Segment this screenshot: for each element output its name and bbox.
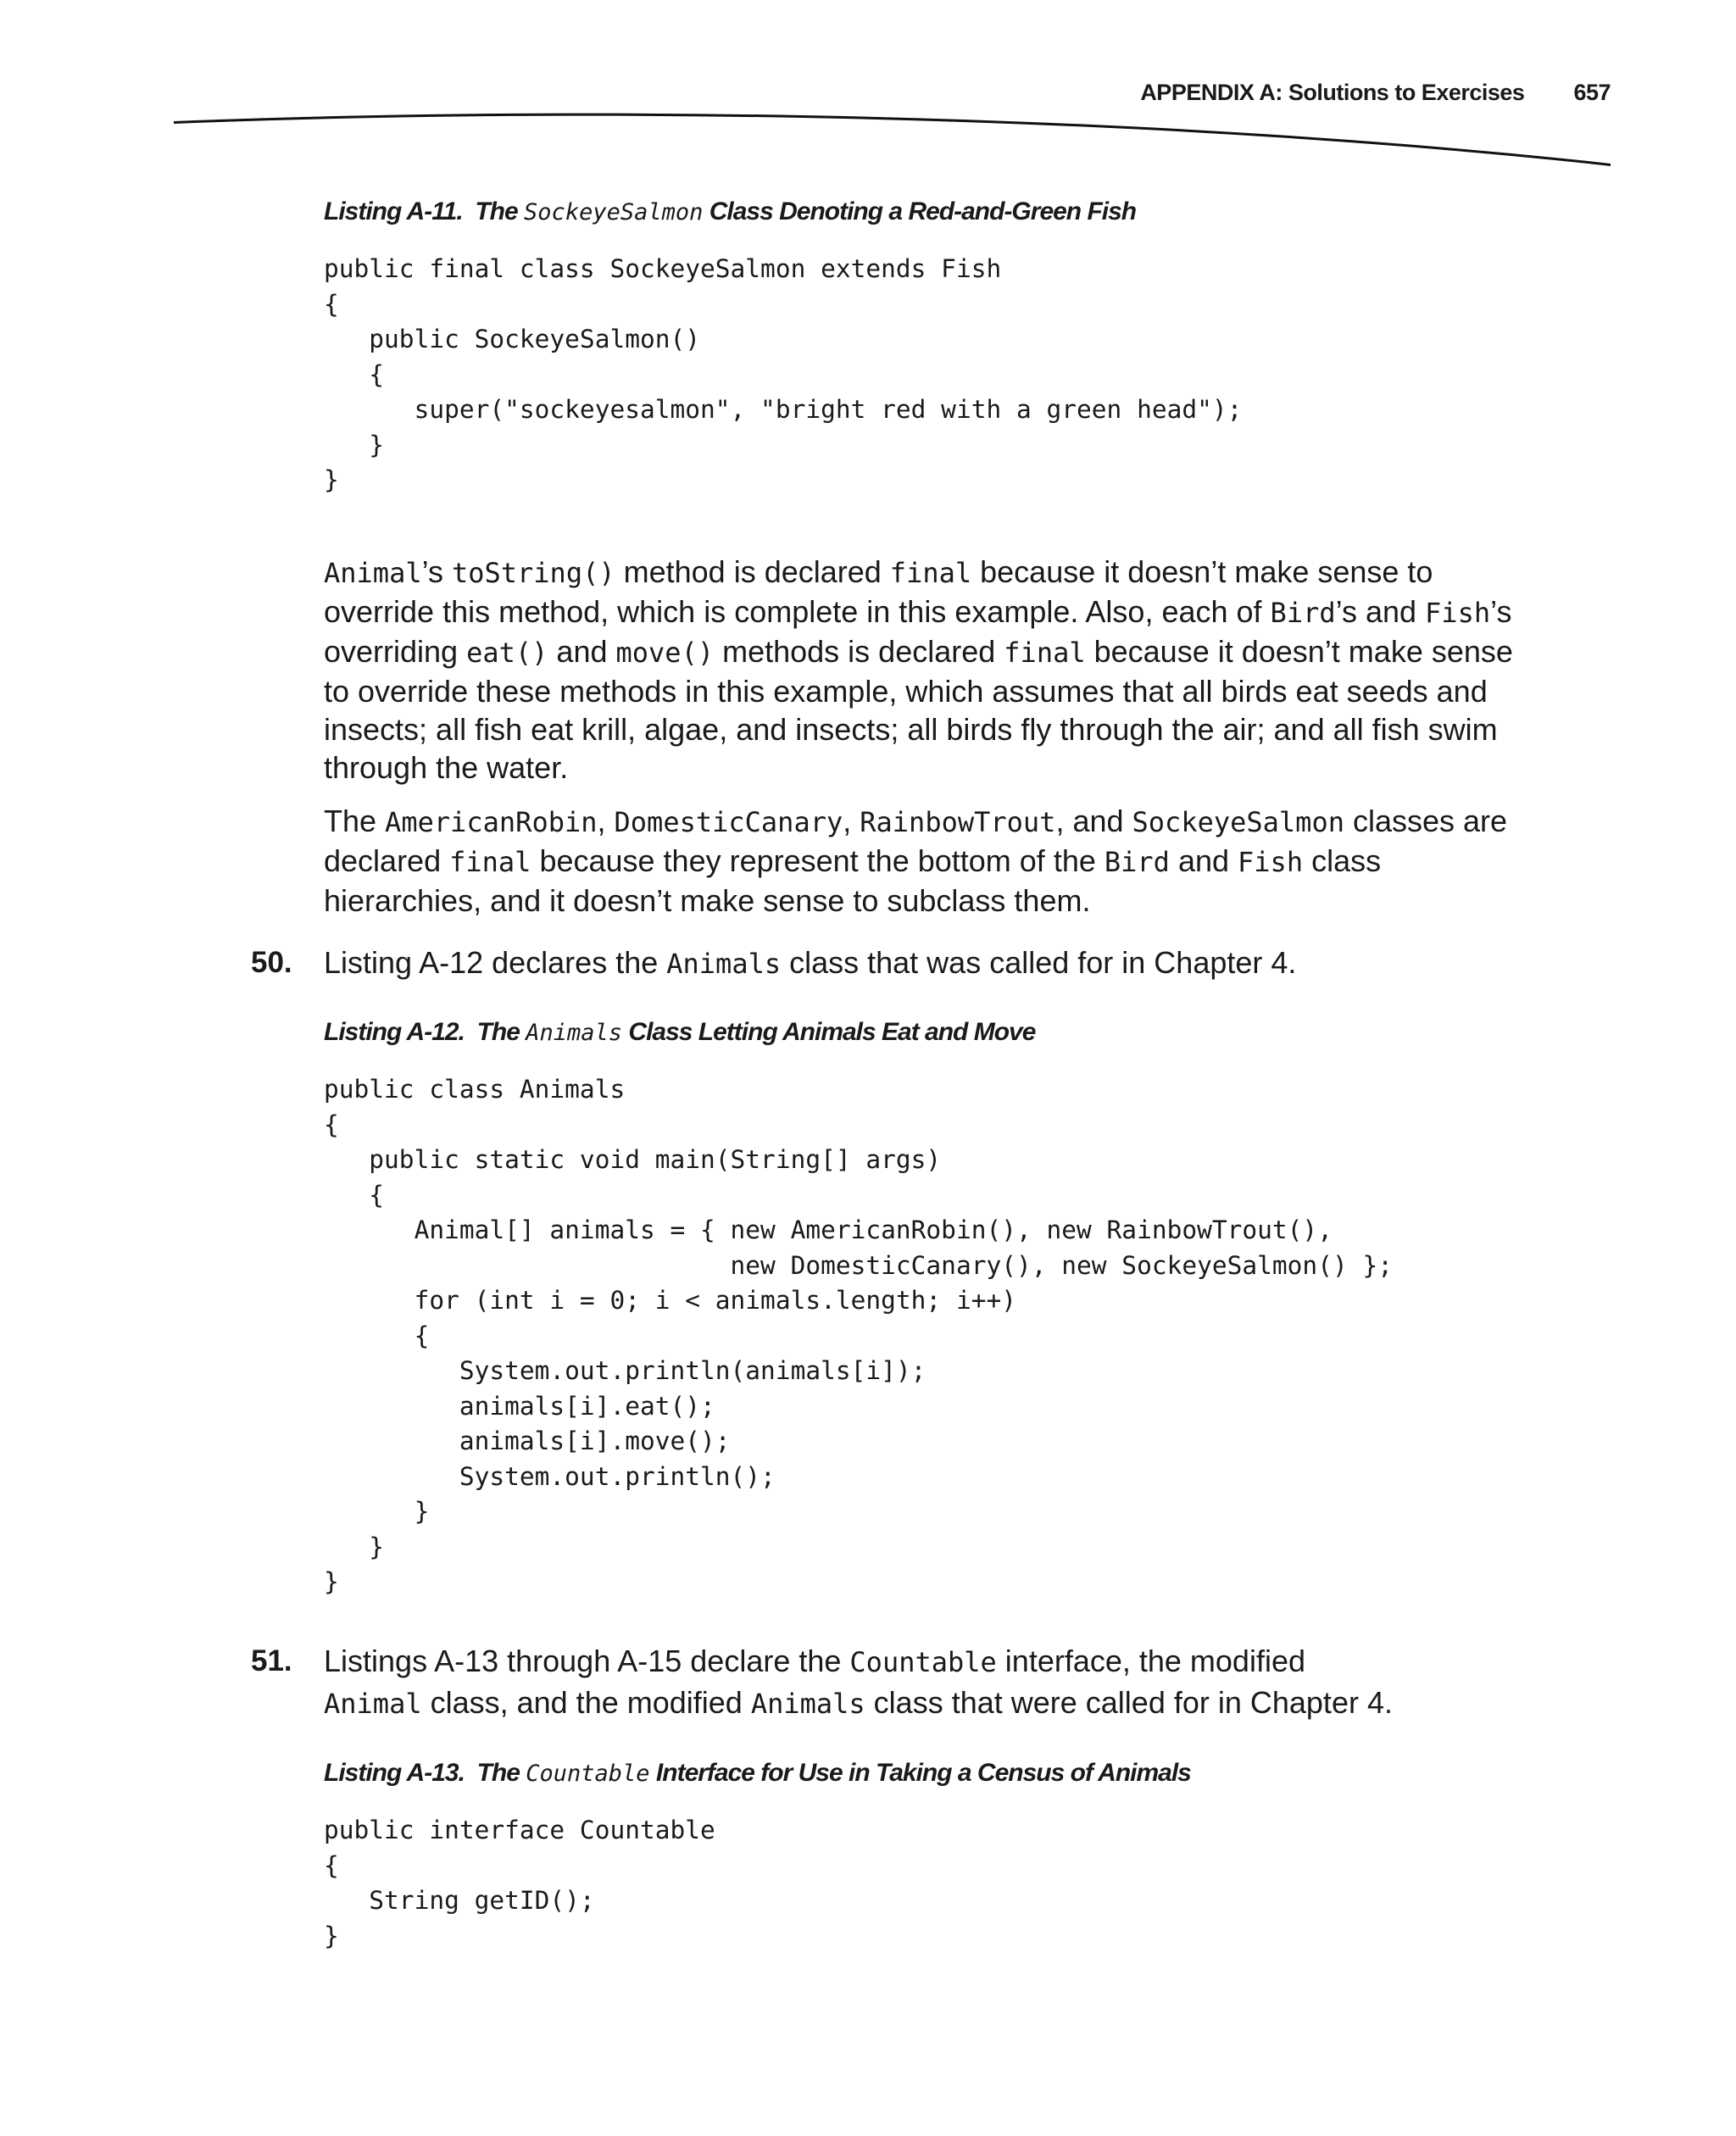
item-text: Listing A-12 declares the Animals class that was called for in Chapter 4.: [324, 945, 1297, 980]
paragraph-final-methods: Animal’s toString() method is declared final because it doesn’t make sense to override this method, which is complete in this example. Also, each of Bird’s and Fish’s overriding eat() and move() methods is declared final because it doesn’t make sense to override these methods in this example, which assumes that all birds eat seeds and insects; all fish eat krill, algae, and insects; all birds fly through the air; and all fish swim through the water.: [324, 554, 1513, 785]
item-number: 50.: [251, 946, 292, 979]
paragraph-final-classes: The AmericanRobin, DomesticCanary, RainbowTrout, and SockeyeSalmon classes are declared final because they represent the bottom of the Bird and Fish class hierarchies, and it doesn’t make sense to subclass them.: [324, 804, 1508, 918]
header-rule: [174, 110, 1615, 170]
code-block: public final class SockeyeSalmon extends Fish { public SockeyeSalmon() { super("sockeyesalmon", "bright red with a green head"); } }: [324, 254, 1243, 494]
item-number: 51.: [251, 1644, 292, 1677]
code-block: public interface Countable { String getID(); }: [324, 1816, 715, 1950]
listing-caption: Listing A-11. The SockeyeSalmon Class Denoting a Red-and-Green Fish: [324, 197, 1137, 225]
listing-a11: [324, 195, 1536, 498]
listing-a13: [324, 1756, 1536, 1954]
running-title: APPENDIX A: Solutions to Exercises: [1140, 80, 1525, 105]
exercise-item-51: [251, 1641, 1539, 1724]
exercise-item-50: [251, 943, 1539, 984]
running-header: [0, 80, 1611, 106]
listing-a12: [324, 1015, 1536, 1600]
page-number: 657: [1573, 80, 1611, 105]
item-text: Listings A-13 through A-15 declare the Countable interface, the modified Animal class, and the modified Animals class that were called for in Chapter 4.: [324, 1644, 1393, 1720]
listing-caption: Listing A-13. The Countable Interface for Use in Taking a Census of Animals: [324, 1759, 1191, 1787]
code-block: public class Animals { public static void main(String[] args) { Animal[] animals = { new AmericanRobin(), new RainbowTrout(), new DomesticCanary(), new SockeyeSalmon() }; for (int i = 0; i < animals.length; i++) { System.out.println(animals[i]); animals[i].eat(); animals[i].move(); System.out.println(); } } }: [324, 1075, 1393, 1596]
listing-caption: Listing A-12. The Animals Class Letting Animals Eat and Move: [324, 1018, 1036, 1046]
